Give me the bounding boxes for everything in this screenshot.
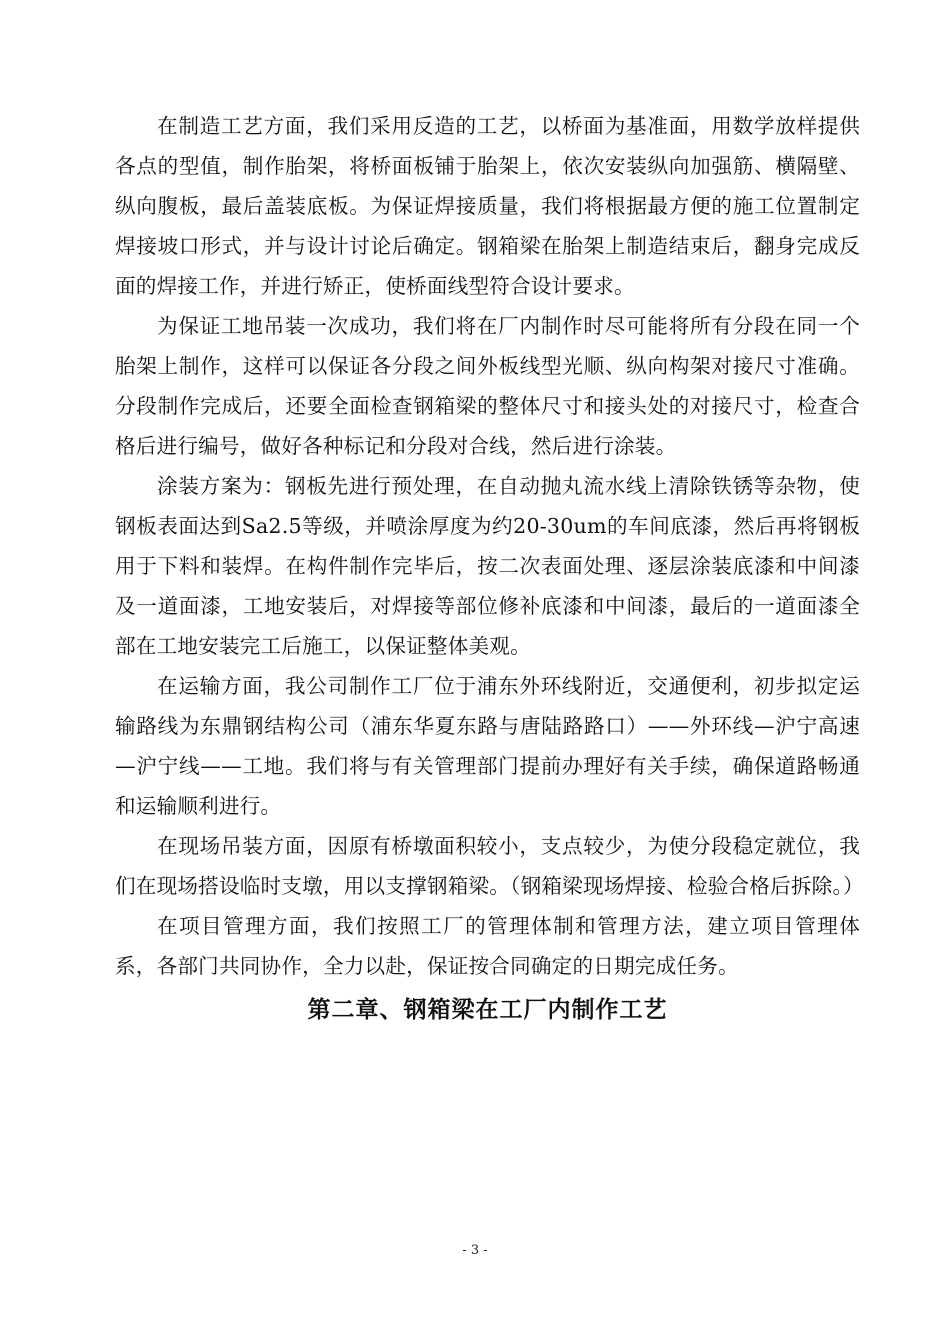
paragraph-coating-scheme: 涂装方案为：钢板先进行预处理，在自动抛丸流水线上清除铁锈等杂物，使钢板表面达到Sa2.5等级，并喷涂厚度为约20-30um的车间底漆，然后再将钢板用于下料和装焊。在构件制作完毕后，按二次表面处理、逐层涂装底漆和中间漆及一道面漆，工地安装后，对焊接等部位修补底漆和中间漆，最后的一道面漆全部在工地安装完工后施工，以保证整体美观。 [115, 474, 860, 658]
paragraph-manufacturing-process: 在制造工艺方面，我们采用反造的工艺，以桥面为基准面，用数学放样提供各点的型值，制作胎架，将桥面板铺于胎架上，依次安装纵向加强筋、横隔壁、纵向腹板，最后盖装底板。为保证焊接质量，我们将根据最方便的施工位置制定焊接坡口形式，并与设计讨论后确定。钢箱梁在胎架上制造结束后，翻身完成反面的焊接工作，并进行矫正，使桥面线型符合设计要求。 [115, 114, 860, 298]
paragraph-project-management: 在项目管理方面，我们按照工厂的管理体制和管理方法，建立项目管理体系，各部门共同协作，全力以赴，保证按合同确定的日期完成任务。 [115, 914, 860, 978]
chapter-title: 第二章、钢箱梁在工厂内制作工艺 [307, 997, 668, 1023]
page-number: - 3 - [462, 1243, 488, 1258]
paragraph-site-hoisting: 在现场吊装方面，因原有桥墩面积较小，支点较少，为使分段稳定就位，我们在现场搭设临时支墩，用以支撑钢箱梁。（钢箱梁现场焊接、检验合格后拆除。） [115, 834, 864, 898]
paragraph-site-hoisting-preparation: 为保证工地吊装一次成功，我们将在厂内制作时尽可能将所有分段在同一个胎架上制作，这样可以保证各分段之间外板线型光顺、纵向构架对接尺寸准确。分段制作完成后，还要全面检查钢箱梁的整体尺寸和接头处的对接尺寸，检查合格后进行编号，做好各种标记和分段对合线，然后进行涂装。 [115, 314, 860, 458]
paragraph-transportation: 在运输方面，我公司制作工厂位于浦东外环线附近，交通便利，初步拟定运输路线为东鼎钢结构公司（浦东华夏东路与唐陆路路口）——外环线—沪宁高速—沪宁线——工地。我们将与有关管理部门提前办理好有关手续，确保道路畅通和运输顺利进行。 [115, 674, 860, 818]
page-body [115, 106, 864, 1030]
